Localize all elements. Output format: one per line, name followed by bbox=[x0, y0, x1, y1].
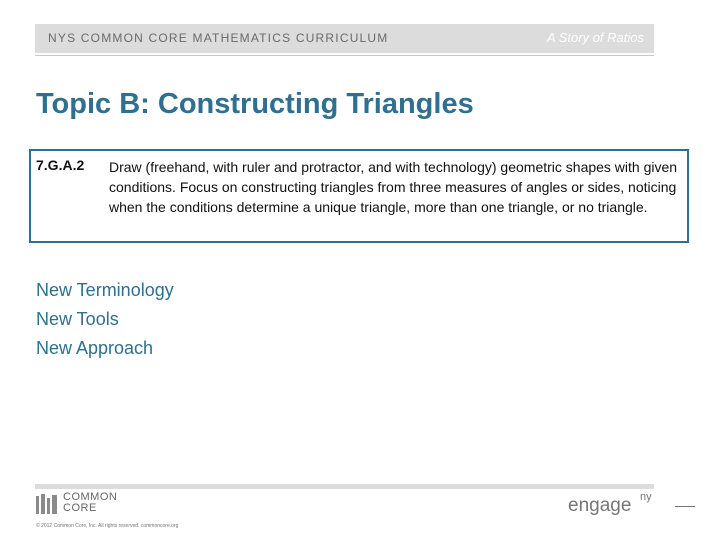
list-item: New Terminology bbox=[36, 280, 174, 300]
footer-dash bbox=[675, 506, 695, 507]
engageny-logo-main: engage bbox=[568, 495, 632, 516]
topic-items-list bbox=[36, 276, 174, 363]
header-divider bbox=[35, 55, 654, 56]
list-item: New Tools bbox=[36, 309, 119, 329]
curriculum-label: NYS COMMON CORE MATHEMATICS CURRICULUM bbox=[48, 31, 389, 45]
list-item: New Approach bbox=[36, 338, 154, 358]
standard-text: Draw (freehand, with ruler and protractor, and with technology) geometric shapes with given conditions. Focus on constructing triangles from three measures of angles or sides, noticing when the conditions determine a unique triangle, more than one triangle, or no triangle. bbox=[109, 159, 678, 215]
common-core-logo-icon bbox=[36, 494, 60, 514]
page-title: Topic B: Constructing Triangles bbox=[36, 88, 474, 120]
logo-line-common: COMMON bbox=[63, 491, 118, 503]
common-core-wordmark bbox=[63, 492, 117, 514]
engageny-logo-sup: ny bbox=[640, 491, 652, 503]
copyright-notice: © 2012 Common Core, Inc. All rights reserved. commoncore.org bbox=[36, 523, 179, 529]
story-label: A Story of Ratios bbox=[546, 30, 644, 45]
standard-code: 7.G.A.2 bbox=[36, 157, 85, 173]
footer-divider bbox=[35, 484, 654, 489]
logo-line-core: CORE bbox=[63, 502, 97, 514]
